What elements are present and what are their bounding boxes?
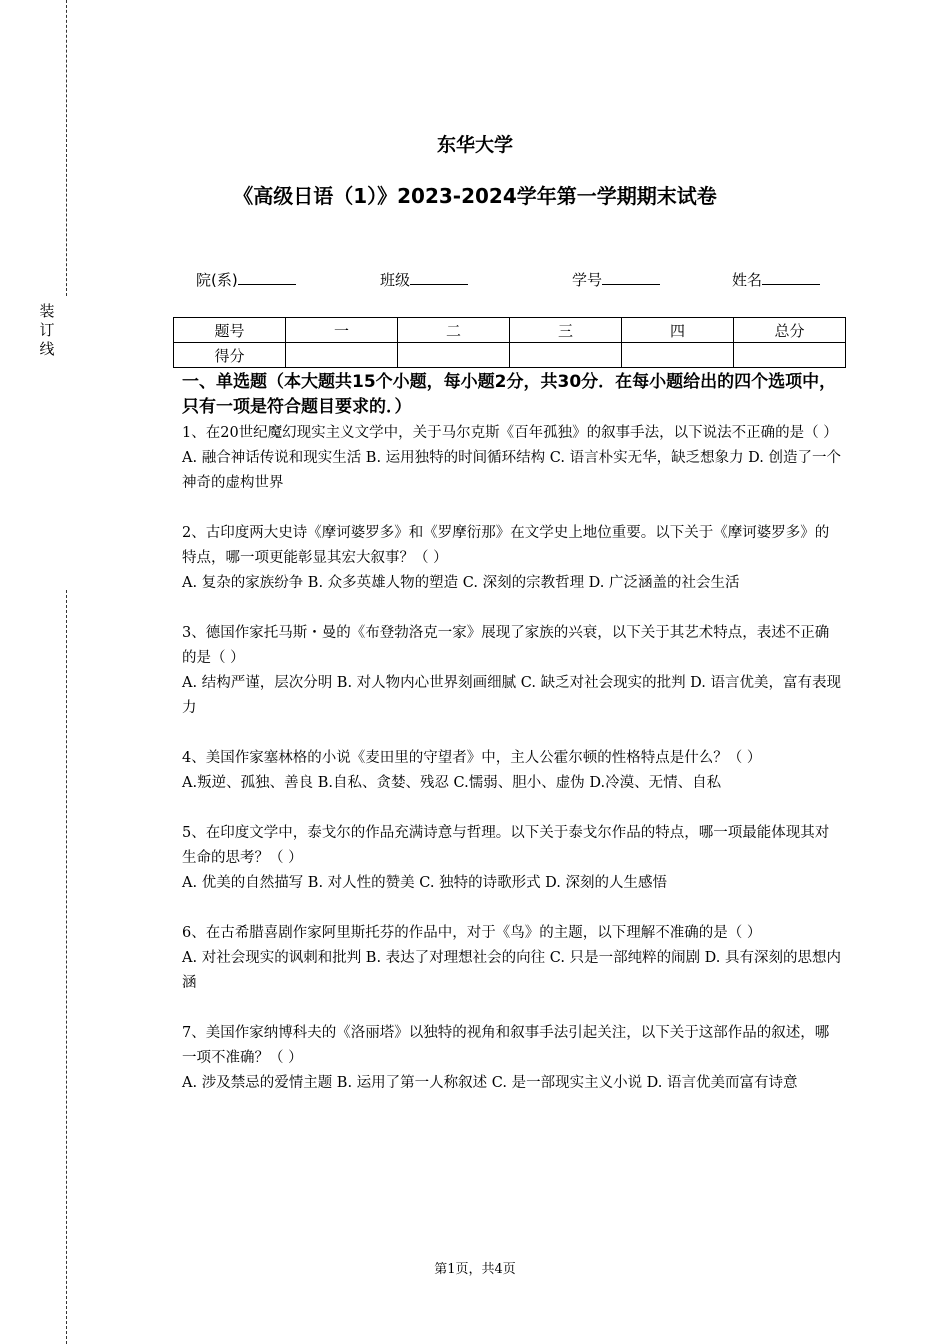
question-stem: 5、在印度文学中，泰戈尔的作品充满诗意与哲理。以下关于泰戈尔作品的特点，哪一项最能体现其对生命的思考？（ ） [182, 825, 830, 866]
score-table-score-row [174, 343, 846, 368]
binding-line-label: 装订线 [39, 302, 55, 358]
info-field-label: 姓名 [732, 271, 763, 289]
question-item [182, 821, 842, 896]
question-stem: 1、在20世纪魔幻现实主义文学中，关于马尔克斯《百年孤独》的叙事手法，以下说法不正确的是（ ） [182, 425, 838, 441]
binding-dashed-line-bottom [66, 590, 67, 1344]
score-cell [510, 343, 622, 368]
question-options: A. 优美的自然描写 B. 对人性的赞美 C. 独特的诗歌形式 D. 深刻的人生感悟 [182, 875, 668, 891]
question-options: A. 对社会现实的讽刺和批判 B. 表达了对理想社会的向往 C. 只是一部纯粹的闹剧 D. 具有深刻的思想内涵 [182, 950, 842, 991]
info-blank [238, 269, 296, 285]
question-options: A. 结构严谨，层次分明 B. 对人物内心世界刻画细腻 C. 缺乏对社会现实的批判 D. 语言优美，富有表现力 [182, 675, 842, 716]
score-table-header-cell: 总分 [734, 318, 846, 343]
question-item [182, 621, 842, 721]
score-table-header-cell: 一 [286, 318, 398, 343]
info-blank [602, 269, 660, 285]
question-options: A. 涉及禁忌的爱情主题 B. 运用了第一人称叙述 C. 是一部现实主义小说 D. 语言优美而富有诗意 [182, 1075, 798, 1091]
question-stem: 2、古印度两大史诗《摩诃婆罗多》和《罗摩衍那》在文学史上地位重要。以下关于《摩诃婆罗多》的特点，哪一项更能彰显其宏大叙事？（ ） [182, 525, 830, 566]
page-footer: 第1页，共4页 [434, 1262, 516, 1277]
question-options: A. 融合神话传说和现实生活 B. 运用独特的时间循环结构 C. 语言朴实无华，缺乏想象力 D. 创造了一个神奇的虚构世界 [182, 450, 842, 491]
exam-title: 《高级日语（1）》2023-2024学年第一学期期末试卷 [233, 184, 717, 208]
info-field-label: 学号 [572, 271, 603, 289]
info-field-student-id [572, 269, 660, 290]
score-table-header-cell: 三 [510, 318, 622, 343]
info-field-label: 院(系) [196, 271, 238, 289]
university-name: 东华大学 [436, 134, 513, 156]
section-title: 一、单选题（本大题共15个小题，每小题2分，共30分．在每小题给出的四个选项中，只有一项是符合题目要求的．） [182, 372, 837, 417]
question-item [182, 421, 842, 496]
question-stem: 3、德国作家托马斯・曼的《布登勃洛克一家》展现了家族的兴衰，以下关于其艺术特点，表述不正确的是（ ） [182, 625, 830, 666]
score-cell [286, 343, 398, 368]
score-cell [734, 343, 846, 368]
score-table-header-cell: 题号 [174, 318, 286, 343]
question-options: A.叛逆、孤独、善良 B.自私、贪婪、残忍 C.懦弱、胆小、虚伪 D.冷漠、无情、自私 [182, 775, 722, 791]
info-blank [762, 269, 820, 285]
info-blank [410, 269, 468, 285]
question-stem: 6、在古希腊喜剧作家阿里斯托芬的作品中，对于《鸟》的主题，以下理解不准确的是（ ） [182, 925, 762, 941]
score-row-label: 得分 [174, 343, 286, 368]
question-stem: 4、美国作家塞林格的小说《麦田里的守望者》中，主人公霍尔顿的性格特点是什么？（ ） [182, 750, 762, 766]
info-field-class [380, 269, 468, 290]
question-item [182, 1021, 842, 1096]
info-field-department [196, 269, 296, 290]
score-table [173, 317, 846, 368]
info-field-label: 班级 [380, 271, 411, 289]
question-options: A. 复杂的家族纷争 B. 众多英雄人物的塑造 C. 深刻的宗教哲理 D. 广泛涵盖的社会生活 [182, 575, 740, 591]
question-item [182, 921, 842, 996]
exam-content [182, 370, 842, 1121]
score-cell [398, 343, 510, 368]
question-stem: 7、美国作家纳博科夫的《洛丽塔》以独特的视角和叙事手法引起关注，以下关于这部作品的叙述，哪一项不准确？（ ） [182, 1025, 830, 1066]
score-table-header-cell: 二 [398, 318, 510, 343]
question-item [182, 521, 842, 596]
score-table-header-row [174, 318, 846, 343]
score-table-header-cell: 四 [622, 318, 734, 343]
score-cell [622, 343, 734, 368]
info-field-name [732, 269, 820, 290]
question-item [182, 746, 842, 796]
